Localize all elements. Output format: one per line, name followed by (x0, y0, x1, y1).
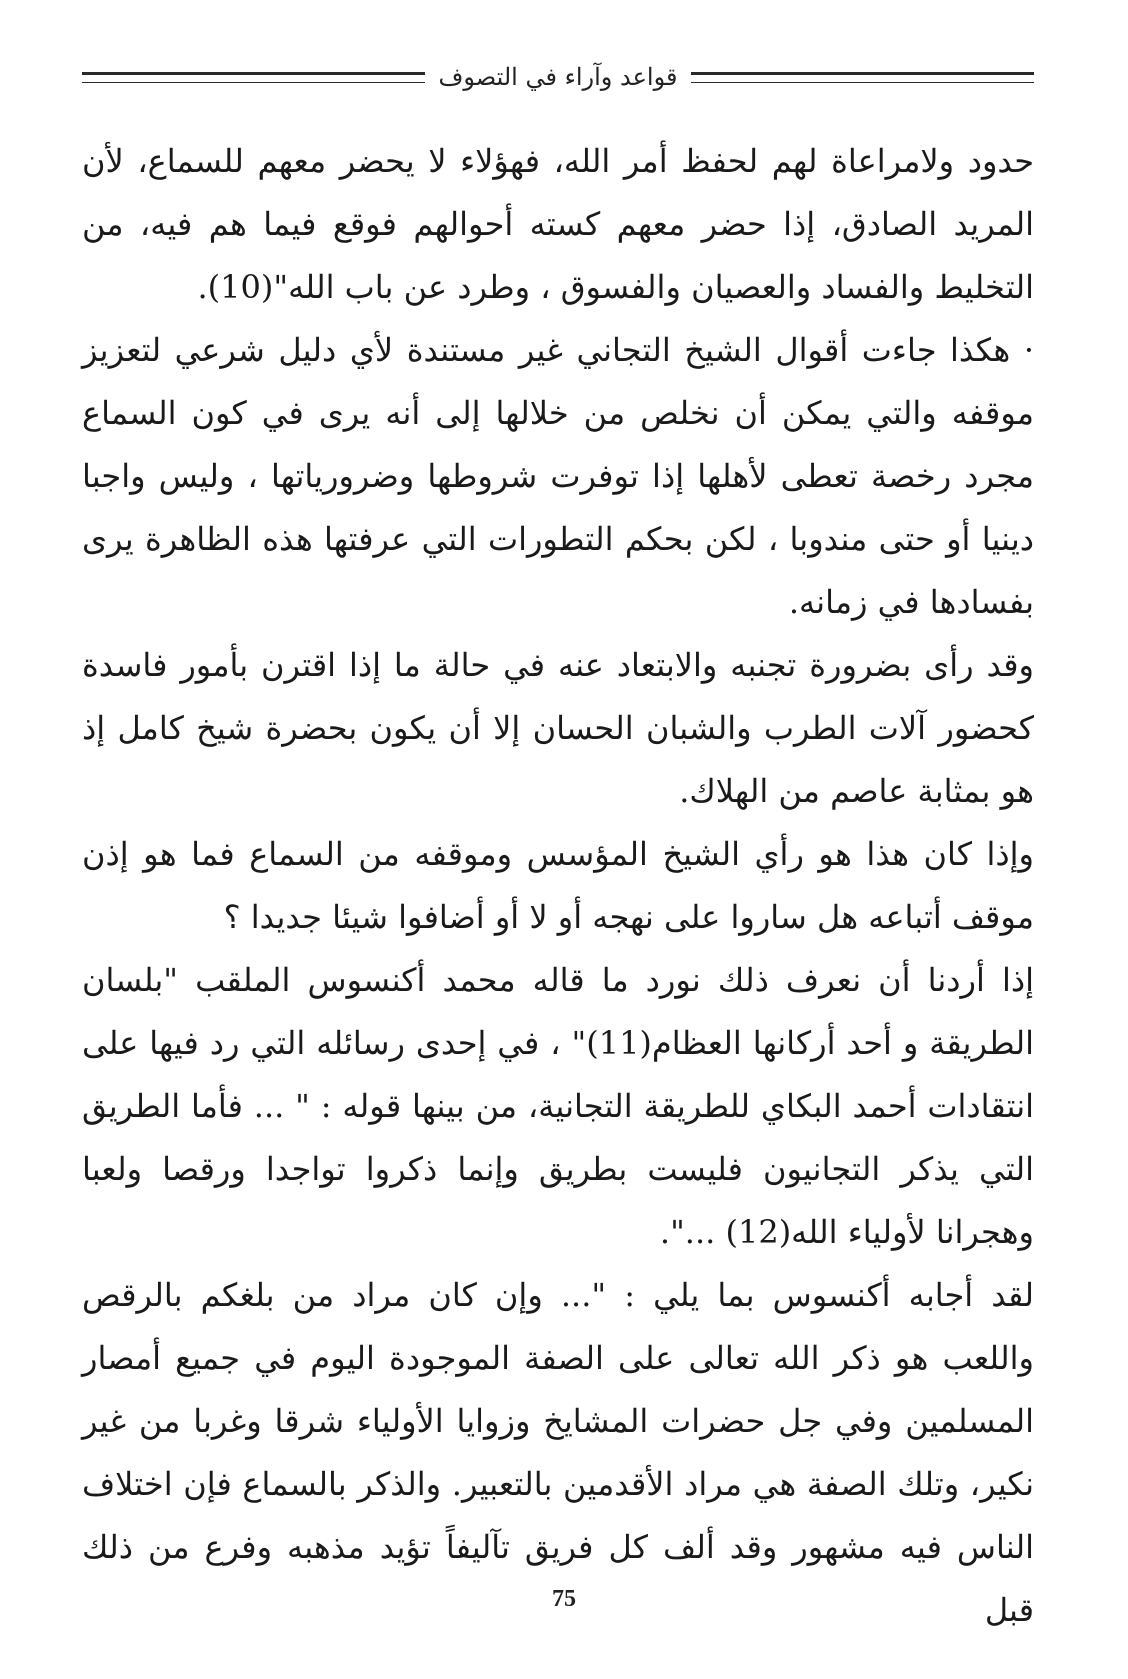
header-title: قواعد وآراء في التصوف (438, 63, 678, 91)
page-number: 75 (552, 1586, 576, 1612)
paragraph-4: وإذا كان هذا هو رأي الشيخ المؤسس وموقفه من السماع فما هو إذن موقف أتباعه هل ساروا على نهجه أو لا أو أضافوا شيئا جديدا ؟ (82, 835, 1034, 936)
body-text (82, 130, 1034, 1642)
header-rule-right (691, 72, 1034, 83)
paragraph-5: إذا أردنا أن نعرف ذلك نورد ما قاله محمد أكنسوس الملقب "بلسان الطريقة و أحد أركانها العظام(11)" ، في إحدى رسائله التي رد فيها على انتقادات أحمد البكاي للطريقة التجانية، من بينها قوله : " ... فأما الطريق التي يذكر التجانيون فليست بطريق وإنما ذكروا تواجدا ورقصا ولعبا وهجرانا لأولياء الله(12) ...". (82, 961, 1035, 1251)
paragraph-2: · هكذا جاءت أقوال الشيخ التجاني غير مستندة لأي دليل شرعي لتعزيز موقفه والتي يمكن أن نخلص من خلالها إلى أنه يرى في كون السماع مجرد رخصة تعطى لأهلها إذا توفرت شروطها وضرورياتها ، وليس واجبا دينيا أو حتى مندوبا ، لكن بحكم التطورات التي عرفتها هذه الظاهرة يرى بفسادها في زمانه. (82, 331, 1034, 621)
paragraph-6: لقد أجابه أكنسوس بما يلي : "... وإن كان مراد من بلغكم بالرقص واللعب هو ذكر الله تعالى على الصفة الموجودة اليوم في جميع أمصار المسلمين وفي جل حضرات المشايخ وزوايا الأولياء شرقا وغربا من غير نكير، وتلك الصفة هي مراد الأقدمين بالتعبير. والذكر بالسماع فإن اختلاف الناس فيه مشهور وقد ألف كل فريق تآليفاً تؤيد مذهبه وفرع من ذلك قبل (82, 1276, 1034, 1629)
running-header (82, 60, 1034, 94)
header-rule-left (82, 72, 425, 83)
paragraph-1: حدود ولامراعاة لهم لحفظ أمر الله، فهؤلاء لا يحضر معهم للسماع، لأن المريد الصادق، إذا حضر معهم كسته أحوالهم فوقع فيما هم فيه، من التخليط والفساد والعصيان والفسوق ، وطرد عن باب الله"(10). (82, 142, 1034, 306)
paragraph-3: وقد رأى بضرورة تجنبه والابتعاد عنه في حالة ما إذا اقترن بأمور فاسدة كحضور آلات الطرب والشبان الحسان إلا أن يكون بحضرة شيخ كامل إذ هو بمثابة عاصم من الهلاك. (82, 646, 1034, 810)
